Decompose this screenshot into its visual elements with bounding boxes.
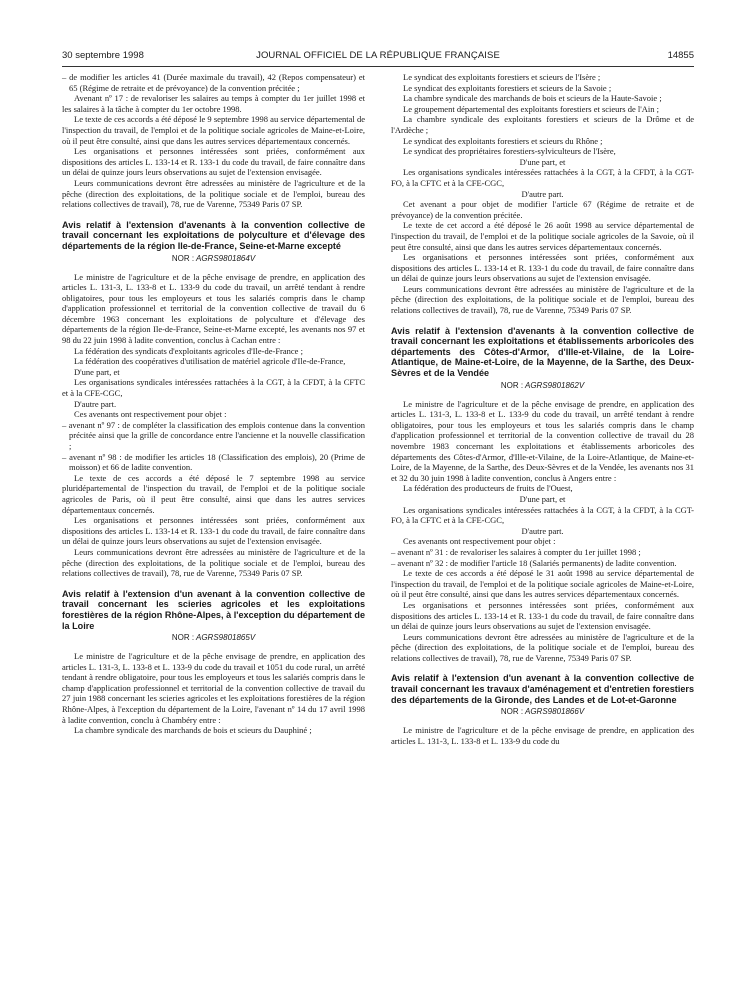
header-date: 30 septembre 1998 [62, 50, 144, 61]
paragraph: Ces avenants ont respectivement pour objet : [403, 536, 556, 547]
nor-reference [391, 381, 694, 391]
paragraph: Le ministre de l'agriculture et de la pêche envisage de prendre, en application des articles L. 131-3, L. 133-8 et L. 133-9 du code du travail et 1051 du code rural, un arrêté tendant à rendre obligatoire, pour tous les employeurs et tous les salariés compris dans le champ d'application professionnel et territorial de la convention collective de travail du 27 juin 1988 concernant les scieries agricoles et les exploitations forestières de la région Rhône-Alpes, à l'exception du département de la Loire, l'avenant nº 14 du 17 avril 1998 à ladite convention, conclu à Chambéry entre : [62, 651, 365, 725]
nor-label: NOR : [500, 380, 524, 390]
nor-label: NOR : [171, 633, 195, 643]
paragraph: Avenant nº 17 : de revaloriser les salaires au temps à compter du 1er juillet 1998 et les salaires à la tâche à compter du 1er octobre 1998. [62, 93, 365, 114]
page-header [62, 50, 694, 64]
paragraph: Le syndicat des exploitants forestiers et scieurs du Rhône ; [403, 135, 603, 146]
nor-code: AGRS9801862V [525, 380, 585, 390]
journal-title: JOURNAL OFFICIEL DE LA RÉPUBLIQUE FRANÇAISE [256, 50, 500, 61]
header-rule [62, 66, 694, 67]
paragraph: La chambre syndicale des marchands de bois et scieurs de la Haute-Savoie ; [403, 93, 662, 104]
list-item: – avenant nº 97 : de compléter la classification des emplois contenue dans la convention précitée ainsi que la grille de concordance entre l'ancienne et la nouvelle classification ; [62, 419, 365, 451]
paragraph: Le texte de cet accord a été déposé le 26 août 1998 au service départemental de l'inspection du travail, de l'emploi et de la politique sociale agricoles de la Savoie, où il peut être consulté, ainsi que dans les autres services départementaux concernés. [391, 220, 694, 252]
paragraph: D'autre part. [74, 398, 117, 409]
paragraph: Les organisations et personnes intéressées sont priées, conformément aux dispositions des articles L. 133-14 et R. 133-1 du code du travail, de faire connaître dans un délai de quinze jours leurs observations au sujet de l'extension envisagée. [62, 515, 365, 547]
paragraph: La fédération des producteurs de fruits de l'Ouest, [403, 483, 573, 494]
paragraph: D'une part, et [519, 493, 566, 504]
list-item: – avenant nº 32 : de modifier l'article 18 (Salariés permanents) de ladite convention. [391, 557, 677, 568]
paragraph: Le syndicat des exploitants forestiers et scieurs de la Savoie ; [403, 82, 612, 93]
paragraph: La fédération des coopératives d'utilisation de matériel agricole d'Ile-de-France, [74, 356, 346, 367]
nor-label: NOR : [171, 253, 195, 263]
paragraph: Le syndicat des exploitants forestiers et scieurs de l'Isère ; [403, 72, 601, 82]
paragraph: D'autre part. [521, 525, 564, 536]
paragraph: Leurs communications devront être adressées au ministère de l'agriculture et de la pêche (direction des exploitations, de la politique sociale et de l'emploi, bureau des relations collectives de travail), 78, rue de Varenne, 75349 Paris 07 SP. [391, 283, 694, 316]
paragraph: Les organisations et personnes intéressées sont priées, conformément aux dispositions des articles L. 133-14 et R. 133-1 du code du travail, de faire connaître dans un délai de quinze jours leurs observations au sujet de l'extension envisagée. [391, 252, 694, 284]
paragraph: La fédération des syndicats d'exploitants agricoles d'Ile-de-France ; [74, 345, 303, 356]
paragraph: Le groupement départemental des exploitants forestiers et scieurs de l'Ain ; [403, 103, 659, 114]
paragraph: Le texte de ces accords a été déposé le 9 septembre 1998 au service départemental de l'inspection du travail, de l'emploi et de la politique sociale agricoles de Maine-et-Loire, où il peut être consulté, ainsi que dans les autres services départementaux concernés. [62, 114, 365, 146]
paragraph: Les organisations syndicales intéressées rattachées à la CGT, à la CFDT, à la CGT-FO, à la CFTC et à la CFE-CGC, [391, 504, 694, 526]
nor-reference [62, 633, 365, 643]
notice-title: Avis relatif à l'extension d'avenants à la convention collective de travail concernant les exploitations de polyculture et d'élevage des départements de la région Ile-de-France, Seine-et-Marne excepté [62, 219, 365, 251]
paragraph: Cet avenant a pour objet de modifier l'article 67 (Régime de retraite et de prévoyance) de la convention précitée. [391, 199, 694, 220]
right-column [391, 72, 694, 746]
two-column-body [62, 72, 694, 746]
paragraph: Le ministre de l'agriculture et de la pêche envisage de prendre, en application des articles L. 131-3, L. 133-8 et L. 133-9 du code du [391, 725, 694, 746]
paragraph: Le syndicat des propriétaires forestiers-sylviculteurs de l'Isère, [403, 146, 616, 157]
paragraph: D'autre part. [521, 188, 564, 199]
nor-code: AGRS9801865V [196, 633, 256, 643]
nor-code: AGRS9801866V [525, 707, 585, 717]
notice-title: Avis relatif à l'extension d'un avenant à la convention collective de travail concernant les scieries agricoles et les exploitations forestières de la région Rhône-Alpes, à l'exception du département de la Loire [62, 588, 365, 631]
paragraph: La chambre syndicale des exploitants forestiers et scieurs de la Drôme et de l'Ardèche ; [391, 114, 694, 135]
notice-title: Avis relatif à l'extension d'un avenant à la convention collective de travail concernant les travaux d'aménagement et d'entretien forestiers des départements de la Gironde, des Landes et de Lot-et-Garonne [391, 673, 695, 705]
list-item: – avenant nº 98 : de modifier les articles 18 (Classification des emplois), 20 (Prime de moisson) et 66 de ladite convention. [62, 451, 365, 473]
paragraph: Les organisations et personnes intéressées sont priées, conformément aux dispositions des articles L. 133-14 et R. 133-1 du code du travail, de faire connaître dans un délai de quinze jours leurs observations au sujet de l'extension envisagée. [391, 599, 694, 632]
list-item: – avenant nº 31 : de revaloriser les salaires à compter du 1er juillet 1998 ; [391, 546, 641, 557]
paragraph: Les organisations syndicales intéressées rattachées à la CGT, à la CFDT, à la CFTC et à la CFE-CGC, [62, 377, 365, 399]
paragraph: La chambre syndicale des marchands de bois et scieurs du Dauphiné ; [74, 725, 312, 736]
paragraph: Les organisations et personnes intéressées sont priées, conformément aux dispositions des articles L. 133-14 et R. 133-1 du code du travail, de faire connaître dans un délai de quinze jours leurs observations au sujet de l'extension envisagée. [62, 146, 365, 178]
paragraph: Leurs communications devront être adressées au ministère de l'agriculture et de la pêche (direction des exploitations, de la politique sociale et de l'emploi, bureau des relations collectives de travail), 78, rue de Varenne, 75349 Paris 07 SP. [391, 631, 694, 663]
paragraph: D'une part, et [519, 156, 566, 167]
notice-title: Avis relatif à l'extension d'avenants à la convention collective de travail concernant les exploitations et établissements arboricoles des départements des Côtes-d'Armor, d'Ille-et-Vilaine, de la Loire-Atlantique, de Maine-et-Loire, de la Mayenne, de la Sarthe, des Deux-Sèvres et de la Vendée [391, 325, 694, 379]
paragraph: Le ministre de l'agriculture et de la pêche envisage de prendre, en application des articles L. 131-3, L. 133-8 et L. 133-9 du code du travail, un arrêté tendant à rendre obligatoires, pour tous les employeurs et tous les salariés compris dans le champ d'application professionnel et territorial de la convention collective de travail du 6 décembre 1963 concernant les exploitations de polyculture et d'élevage des départements de la région Ile-de-France, Seine-et-Marne excepté, les avenants nos 97 et 98 du 22 juin 1998 à ladite convention, conclus à Cachan entre : [62, 271, 365, 346]
nor-label: NOR : [500, 707, 524, 717]
paragraph: Ces avenants ont respectivement pour objet : [74, 409, 227, 420]
paragraph: Le texte de ces accords a été déposé le 31 août 1998 au service départemental de l'inspection du travail, de l'emploi et de la politique sociale agricoles de Maine-et-Loire, où il peut être consulté, ainsi que dans les autres services départementaux concernés. [391, 568, 694, 600]
nor-reference [62, 254, 365, 264]
nor-reference [391, 707, 694, 717]
paragraph: D'une part, et [74, 366, 120, 377]
paragraph: Le texte de ces accords a été déposé le 7 septembre 1998 au service pluridépartemental de l'inspection du travail, de l'emploi et de la politique sociale agricoles de Paris, où il peut être consulté, ainsi que dans les autres services départementaux concernés. [62, 472, 365, 515]
page-number: 14855 [667, 50, 694, 61]
paragraph: Leurs communications devront être adressées au ministère de l'agriculture et de la pêche (direction des exploitations, de la politique sociale et de l'emploi, bureau des relations collectives de travail), 78, rue de Varenne, 75349 Paris 07 SP. [62, 546, 365, 579]
paragraph: Leurs communications devront être adressées au ministère de l'agriculture et de la pêche (direction des exploitations, de la politique sociale et de l'emploi, bureau des relations collectives de travail), 78, rue de Varenne, 75349 Paris 07 SP. [62, 177, 365, 210]
left-column [62, 72, 365, 746]
paragraph: Le ministre de l'agriculture et de la pêche envisage de prendre, en application des articles L. 131-3, L. 133-8 et L. 133-9 du code du travail, un arrêté tendant à rendre obligatoires, pour tous les employeurs et tous les salariés compris dans le champ d'application professionnel et territorial de la convention collective de travail du 28 novembre 1983 concernant les exploitations et établissements arboricoles des départements des Côtes-d'Armor, d'Ille-et-Vilaine, de la Loire-Atlantique, de Maine-et-Loire, de la Mayenne, de la Sarthe, des Deux-Sèvres et de la Vendée, les avenants nos 31 et 32 du 30 juin 1998 à ladite convention, conclus à Angers entre : [391, 398, 694, 483]
paragraph: – de modifier les articles 41 (Durée maximale du travail), 42 (Repos compensateur) et 65 (Régime de retraite et de prévoyance) de la convention précitée ; [62, 72, 365, 93]
paragraph: Les organisations syndicales intéressées rattachées à la CGT, à la CFDT, à la CGT-FO, à la CFTC et à la CFE-CGC, [391, 167, 694, 188]
nor-code: AGRS9801864V [196, 253, 256, 263]
